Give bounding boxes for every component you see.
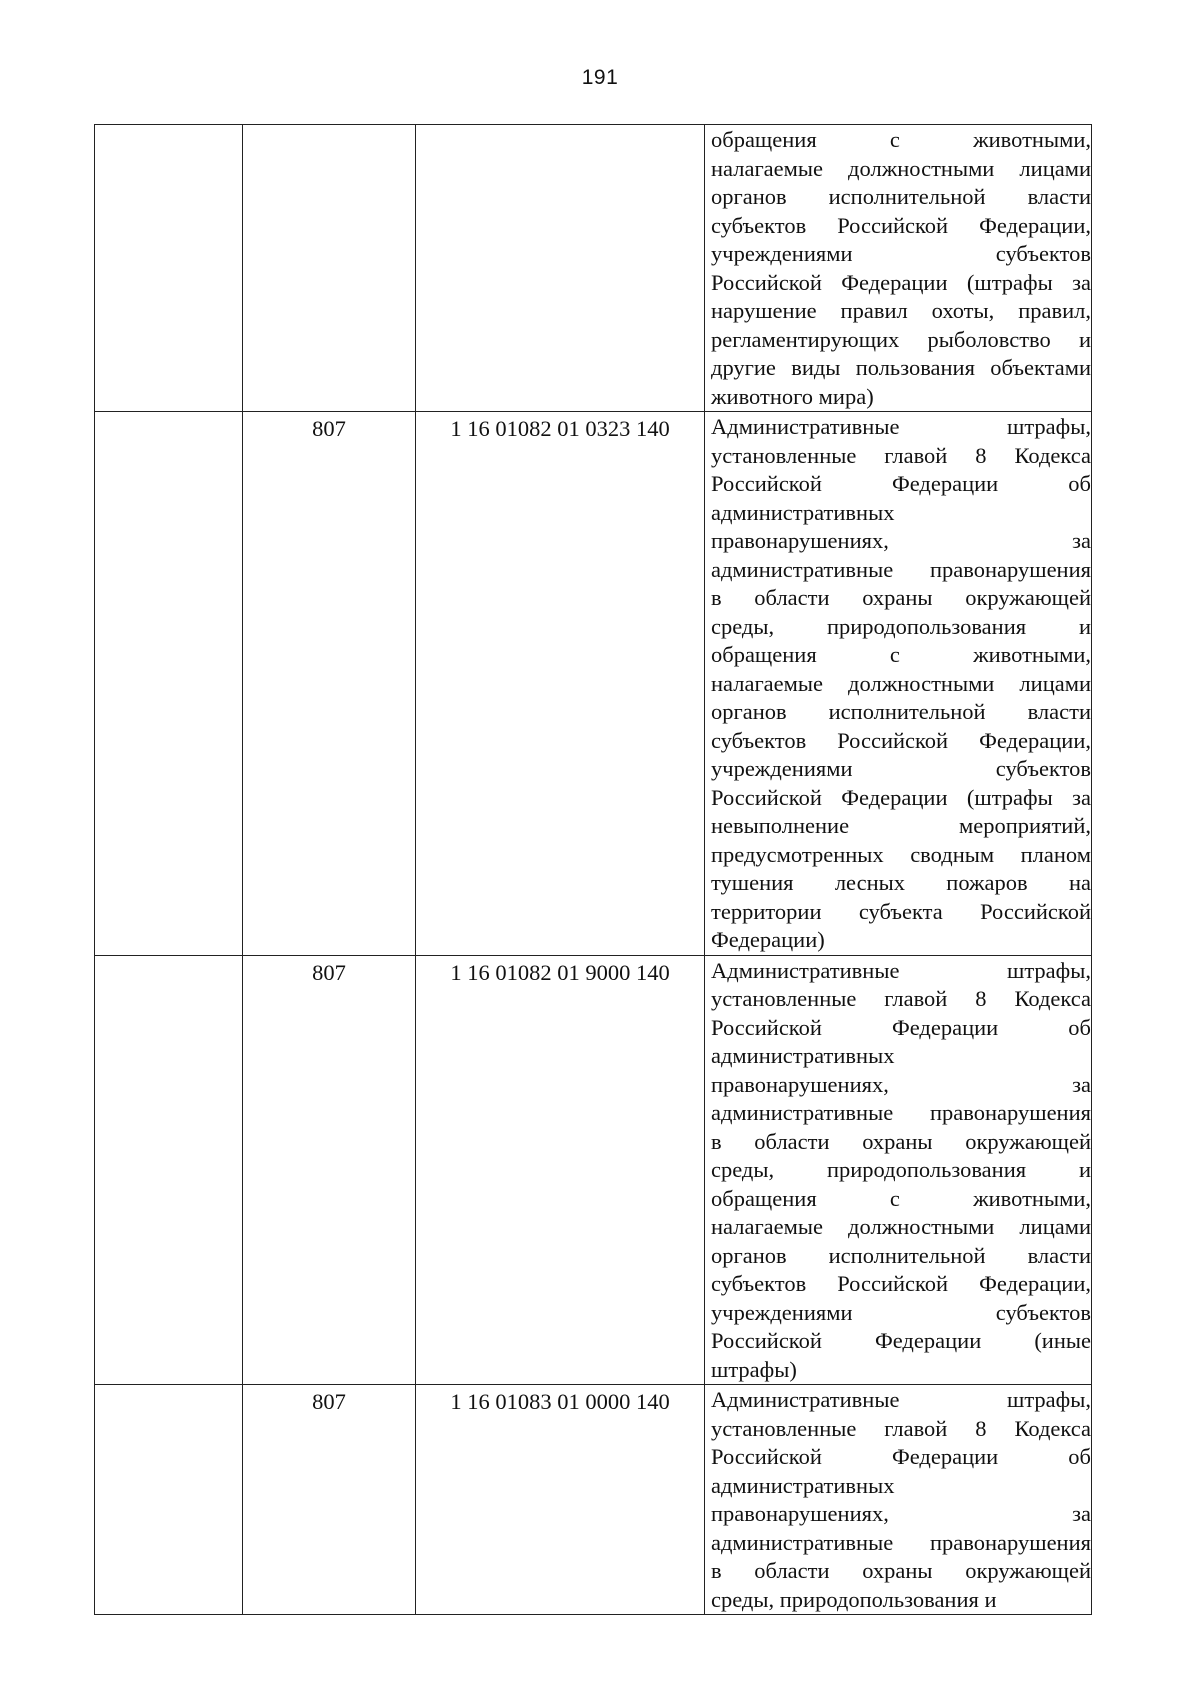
description-text xyxy=(705,412,1091,955)
description-line: установленные главой 8 Кодекса xyxy=(711,1415,1091,1441)
description-line: правонарушениях, за xyxy=(711,528,1091,553)
admin-code-cell xyxy=(243,412,416,956)
empty-cell xyxy=(95,955,243,1385)
description-cell xyxy=(705,125,1092,412)
description-line: Административные штрафы, xyxy=(711,414,1091,439)
kbk-code xyxy=(416,125,704,128)
description-text xyxy=(705,1385,1091,1614)
description-line: учреждениями субъектов xyxy=(711,756,1091,781)
empty-cell xyxy=(95,412,243,956)
page-number: 191 xyxy=(581,66,619,89)
description-line: субъектов Российской Федерации, xyxy=(711,727,1091,753)
description-line: среды, природопользования и xyxy=(711,1157,1091,1182)
kbk-code: 1 16 01082 01 9000 140 xyxy=(450,959,670,985)
kbk-code-cell xyxy=(416,955,705,1385)
description-line: установленные главой 8 Кодекса xyxy=(711,986,1091,1011)
admin-code-cell xyxy=(243,125,416,412)
description-line: среды, природопользования и xyxy=(711,613,1091,639)
description-line: другие виды пользования объектами xyxy=(711,355,1091,380)
description-line: Административные штрафы, xyxy=(711,1387,1091,1412)
description-line: учреждениями субъектов xyxy=(711,1299,1091,1325)
admin-code-cell xyxy=(243,1385,416,1615)
description-line: административные правонарушения xyxy=(711,1100,1091,1125)
description-line: налагаемые должностными лицами xyxy=(711,670,1091,696)
description-line: органов исполнительной власти xyxy=(711,184,1091,209)
description-line: установленные главой 8 Кодекса xyxy=(711,442,1091,468)
description-line: Административные штрафы, xyxy=(711,957,1091,983)
description-line: Российской Федерации об xyxy=(711,1014,1091,1040)
budget-code-table xyxy=(94,124,1092,1615)
description-line: обращения с животными, xyxy=(711,642,1091,667)
description-line: предусмотренных сводным планом xyxy=(711,841,1091,867)
empty-cell xyxy=(95,125,243,412)
description-line: административные правонарушения xyxy=(711,1529,1091,1555)
description-line: налагаемые должностными лицами xyxy=(711,155,1091,181)
description-line: учреждениями субъектов xyxy=(711,241,1091,266)
description-line: обращения с животными, xyxy=(711,127,1091,152)
description-line: административные правонарушения xyxy=(711,556,1091,582)
description-line: Российской Федерации об xyxy=(711,1444,1091,1469)
description-line: органов исполнительной власти xyxy=(711,699,1091,724)
admin-code xyxy=(243,125,415,128)
description-line: административных xyxy=(711,1472,895,1498)
admin-code-cell xyxy=(243,955,416,1385)
table-row xyxy=(95,1385,1092,1615)
description-line: обращения с животными, xyxy=(711,1185,1091,1211)
table-body xyxy=(95,125,1092,1615)
description-line: тушения лесных пожаров на xyxy=(711,870,1091,895)
description-line: Российской Федерации (иные xyxy=(711,1328,1091,1353)
description-line: животного мира) xyxy=(711,383,874,409)
description-line: Российской Федерации (штрафы за xyxy=(711,784,1091,810)
admin-code: 807 xyxy=(312,959,346,985)
description-cell xyxy=(705,412,1092,956)
description-line: административных xyxy=(711,1043,895,1068)
description-line: в области охраны окружающей xyxy=(711,1558,1091,1583)
description-line: регламентирующих рыболовство и xyxy=(711,326,1091,352)
description-line: органов исполнительной власти xyxy=(711,1242,1091,1268)
description-line: в области охраны окружающей xyxy=(711,585,1091,610)
description-text xyxy=(705,125,1091,411)
kbk-code: 1 16 01083 01 0000 140 xyxy=(450,1389,670,1414)
table-row xyxy=(95,412,1092,956)
description-line: правонарушениях, за xyxy=(711,1071,1091,1097)
description-line: Российской Федерации (штрафы за xyxy=(711,269,1091,295)
table-row xyxy=(95,125,1092,412)
description-line: налагаемые должностными лицами xyxy=(711,1214,1091,1239)
description-line: штрафы) xyxy=(711,1356,797,1382)
description-line: территории субъекта Российской xyxy=(711,898,1091,924)
kbk-code-cell xyxy=(416,125,705,412)
empty-cell xyxy=(95,1385,243,1615)
description-line: невыполнение мероприятий, xyxy=(711,813,1091,838)
description-line: Российской Федерации об xyxy=(711,471,1091,496)
kbk-code-cell xyxy=(416,412,705,956)
description-line: субъектов Российской Федерации, xyxy=(711,212,1091,238)
admin-code: 807 xyxy=(312,416,346,441)
description-line: правонарушениях, за xyxy=(711,1501,1091,1526)
description-cell xyxy=(705,955,1092,1385)
description-text xyxy=(705,956,1091,1385)
description-line: административных xyxy=(711,499,895,525)
description-line: Федерации) xyxy=(711,927,825,952)
description-line: в области охраны окружающей xyxy=(711,1128,1091,1154)
description-line: субъектов Российской Федерации, xyxy=(711,1271,1091,1296)
description-line: нарушение правил охоты, правил, xyxy=(711,298,1091,323)
description-line: среды, природопользования и xyxy=(711,1586,997,1612)
kbk-code: 1 16 01082 01 0323 140 xyxy=(450,416,670,441)
kbk-code-cell xyxy=(416,1385,705,1615)
table-row xyxy=(95,955,1092,1385)
admin-code: 807 xyxy=(312,1389,346,1414)
description-cell xyxy=(705,1385,1092,1615)
